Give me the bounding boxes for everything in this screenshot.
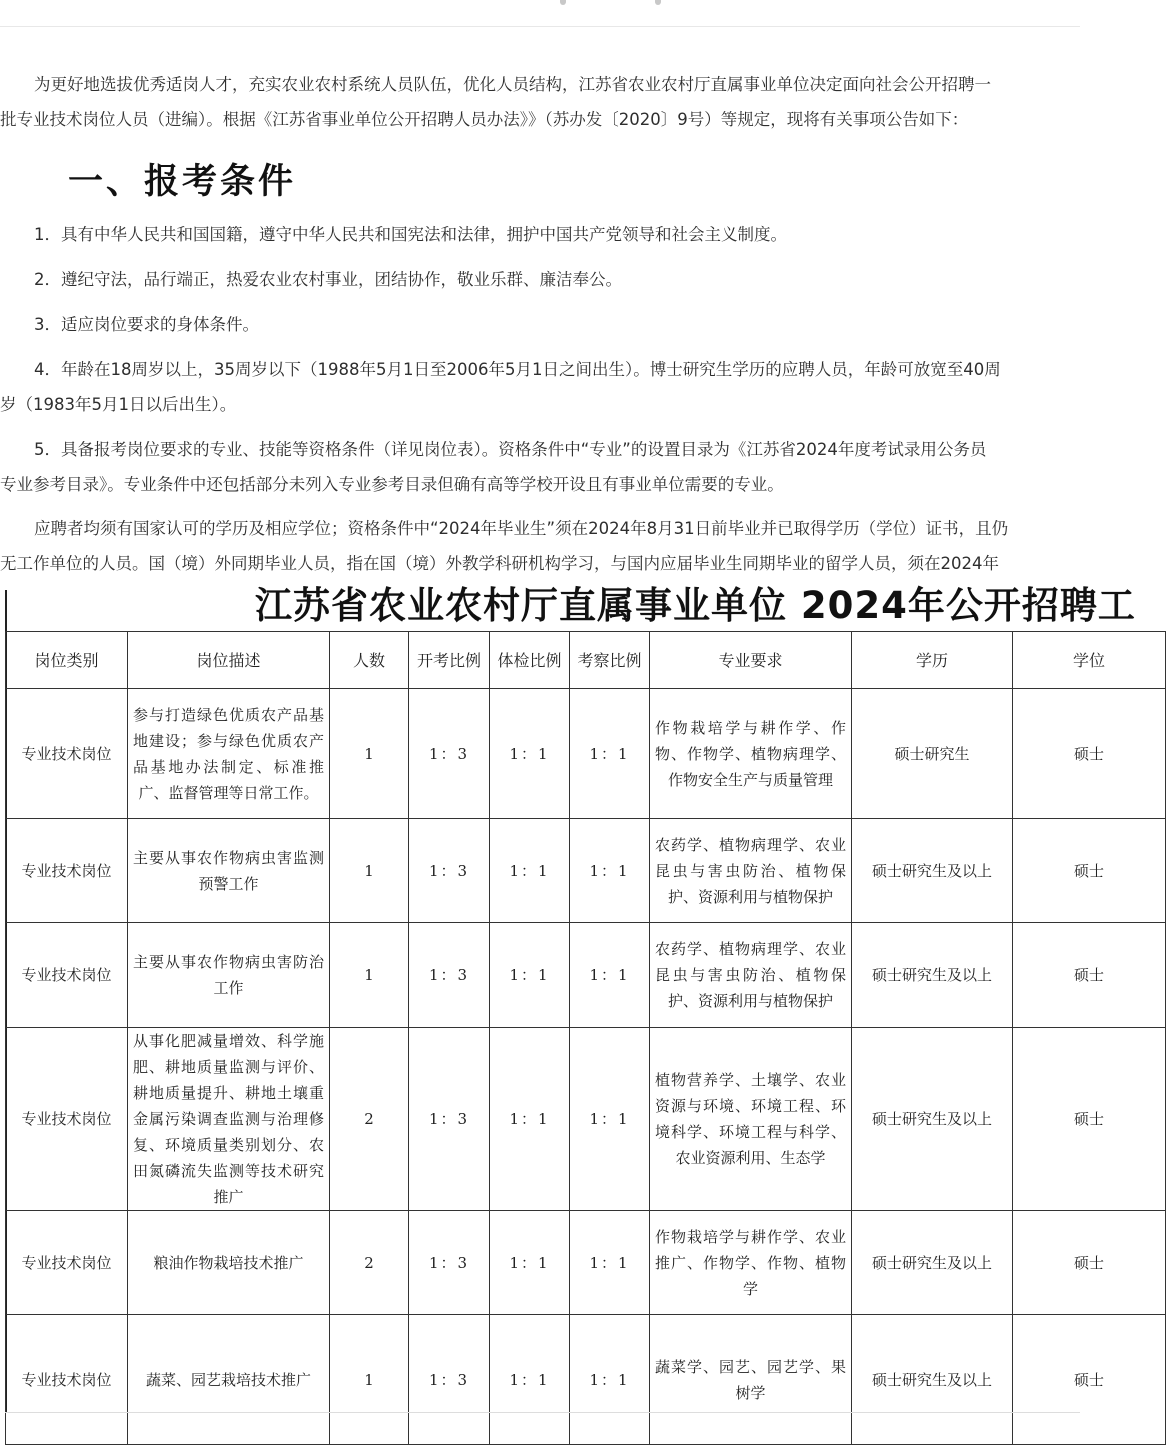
cell-count: 1 [330,819,409,923]
cell-exam-ratio: 1：3 [409,689,490,819]
condition-5-line-1: 5．具备报考岗位要求的专业、技能等资格条件（详见岗位表）。资格条件中“专业”的设置目录为《江苏省2024年度考试录用公务员 [34,440,987,459]
cell-inspect-ratio: 1：1 [570,1211,650,1315]
condition-5-line-2: 专业参考目录》。专业条件中还包括部分未列入专业参考目录但确有高等学校开设且有事业单位需要的专业。 [0,475,784,494]
condition-3: 3．适应岗位要求的身体条件。 [34,315,259,334]
cell-check-ratio: 1：1 [490,1315,570,1445]
cell-degree: 硕士 [1013,819,1166,923]
condition-4-line-2: 岁（1983年5月1日以后出生）。 [0,395,237,414]
cell-exam-ratio: 1：3 [409,1315,490,1445]
cell-description: 从事化肥减量增效、科学施肥、耕地质量监测与评价、耕地质量提升、耕地土壤重金属污染调查监测与治理修复、环境质量类别划分、农田氮磷流失监测等技术研究推广 [128,1028,330,1211]
cell-inspect-ratio: 1：1 [570,923,650,1028]
top-crop-marks [560,0,690,6]
table-bottom-edge [5,1412,1080,1413]
condition-1: 1．具有中华人民共和国国籍，遵守中华人民共和国宪法和法律，拥护中国共产党领导和社会主义制度。 [34,225,787,244]
cell-check-ratio: 1：1 [490,689,570,819]
table-row [6,1211,1166,1315]
header-check-ratio: 体检比例 [490,632,570,689]
header-category: 岗位类别 [6,632,128,689]
cell-category: 专业技术岗位 [6,1028,128,1211]
cell-major: 作物栽培学与耕作学、作物、作物学、植物病理学、作物安全生产与质量管理 [650,689,852,819]
header-count: 人数 [330,632,409,689]
table-row [6,1028,1166,1211]
cell-degree: 硕士 [1013,1211,1166,1315]
cell-education: 硕士研究生及以上 [852,1211,1013,1315]
positions-table-viewport [5,631,1105,1412]
cell-description: 主要从事农作物病虫害监测预警工作 [128,819,330,923]
cell-count: 2 [330,1211,409,1315]
cell-degree: 硕士 [1013,689,1166,819]
cell-category: 专业技术岗位 [6,819,128,923]
cell-inspect-ratio: 1：1 [570,689,650,819]
cell-major: 农药学、植物病理学、农业昆虫与害虫防治、植物保护、资源利用与植物保护 [650,923,852,1028]
cell-count: 1 [330,1315,409,1445]
section-heading: 一、报考条件 [68,162,297,202]
cell-check-ratio: 1：1 [490,1211,570,1315]
table-row [6,689,1166,819]
cell-inspect-ratio: 1：1 [570,1315,650,1445]
condition-2: 2．遵纪守法，品行端正，热爱农业农村事业，团结协作，敬业乐群、廉洁奉公。 [34,270,622,289]
cell-degree: 硕士 [1013,1315,1166,1445]
cell-major: 植物营养学、土壤学、农业资源与环境、环境工程、环境科学、环境工程与科学、农业资源利用、生态学 [650,1028,852,1211]
header-description: 岗位描述 [128,632,330,689]
cell-description: 粮油作物栽培技术推广 [128,1211,330,1315]
cell-major: 蔬菜学、园艺、园艺学、果树学 [650,1315,852,1445]
cell-category: 专业技术岗位 [6,1315,128,1445]
cell-description: 参与打造绿色优质农产品基地建设；参与绿色优质农产品基地办法制定、标准推广、监督管理等日常工作。 [128,689,330,819]
cell-category: 专业技术岗位 [6,1211,128,1315]
cell-degree: 硕士 [1013,1028,1166,1211]
header-major: 专业要求 [650,632,852,689]
cell-count: 1 [330,923,409,1028]
cell-check-ratio: 1：1 [490,923,570,1028]
intro-paragraph-line-1: 为更好地选拔优秀适岗人才，充实农业农村系统人员队伍，优化人员结构，江苏省农业农村厅直属事业单位决定面向社会公开招聘一 [34,75,991,94]
cell-education: 硕士研究生及以上 [852,1028,1013,1211]
cell-description: 主要从事农作物病虫害防治工作 [128,923,330,1028]
cell-education: 硕士研究生及以上 [852,923,1013,1028]
cell-major: 作物栽培学与耕作学、农业推广、作物学、作物、植物学 [650,1211,852,1315]
table-row [6,923,1166,1028]
condition-6-line-1: 应聘者均须有国家认可的学历及相应学位；资格条件中“2024年毕业生”须在2024年8月31日前毕业并已取得学历（学位）证书，且仍 [34,519,1009,538]
cell-degree: 硕士 [1013,923,1166,1028]
header-education: 学历 [852,632,1013,689]
condition-6-line-2: 无工作单位的人员。国（境）外同期毕业人员，指在国（境）外教学科研机构学习，与国内应届毕业生同期毕业的留学人员，须在2024年 [0,554,999,573]
table-row [6,1315,1166,1445]
cell-inspect-ratio: 1：1 [570,1028,650,1211]
cell-exam-ratio: 1：3 [409,1028,490,1211]
table-header-row [6,632,1166,689]
table-title: 江苏省农业农村厅直属事业单位 2024年公开招聘工 [255,584,1136,627]
cell-major: 农药学、植物病理学、农业昆虫与害虫防治、植物保护、资源利用与植物保护 [650,819,852,923]
cell-count: 1 [330,689,409,819]
cell-education: 硕士研究生 [852,689,1013,819]
cell-check-ratio: 1：1 [490,819,570,923]
header-inspect-ratio: 考察比例 [570,632,650,689]
top-divider [0,26,1080,27]
cell-count: 2 [330,1028,409,1211]
header-degree: 学位 [1013,632,1166,689]
cell-exam-ratio: 1：3 [409,819,490,923]
cell-exam-ratio: 1：3 [409,923,490,1028]
cell-category: 专业技术岗位 [6,689,128,819]
intro-paragraph-line-2: 批专业技术岗位人员（进编）。根据《江苏省事业单位公开招聘人员办法》》（苏办发〔2020〕9号）等规定，现将有关事项公告如下： [0,110,969,129]
condition-4-line-1: 4．年龄在18周岁以上，35周岁以下（1988年5月1日至2006年5月1日之间出生）。博士研究生学历的应聘人员，年龄可放宽至40周 [34,360,1001,379]
cell-inspect-ratio: 1：1 [570,819,650,923]
cell-category: 专业技术岗位 [6,923,128,1028]
cell-education: 硕士研究生及以上 [852,1315,1013,1445]
cell-exam-ratio: 1：3 [409,1211,490,1315]
cell-description: 蔬菜、园艺栽培技术推广 [128,1315,330,1445]
cell-check-ratio: 1：1 [490,1028,570,1211]
header-exam-ratio: 开考比例 [409,632,490,689]
cell-education: 硕士研究生及以上 [852,819,1013,923]
positions-table [5,631,1166,1445]
table-row [6,819,1166,923]
